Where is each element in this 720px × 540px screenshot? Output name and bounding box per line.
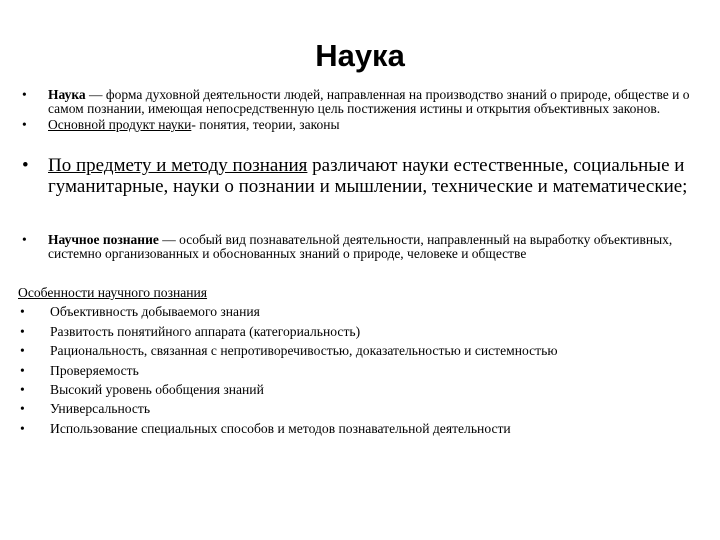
- bullet: •: [22, 155, 29, 176]
- scientific-cognition-block: [0, 233, 700, 260]
- slide-title: Наука: [315, 38, 405, 73]
- features-list: [18, 302, 718, 438]
- scientific-cognition-text: — особый вид познавательной деятельности, направленный на выработку объективных, системно организованных и обоснованных знаний о природе, человеке и обществе: [48, 232, 673, 261]
- list-item: [0, 88, 700, 115]
- feature-item: [18, 380, 718, 399]
- feature-text: Рациональность, связанная с непротиворечивостью, доказательностью и системностью: [50, 343, 558, 359]
- term-science: Наука: [48, 87, 86, 102]
- main-product-text: - понятия, теории, законы: [191, 117, 340, 133]
- feature-item: [18, 341, 718, 360]
- features-block: [18, 283, 718, 438]
- features-heading: Особенности научного познания: [18, 285, 208, 300]
- classification-text: различают науки естественные, социальные и гуманитарные, науки о познании и мышлении, технические и математические;: [48, 155, 688, 197]
- main-product-label: Основной продукт науки: [48, 117, 192, 133]
- feature-item: [18, 302, 718, 321]
- bullet: •: [20, 362, 25, 378]
- feature-text: Объективность добываемого знания: [50, 304, 260, 320]
- list-item: [0, 118, 700, 132]
- feature-item: [18, 399, 718, 418]
- feature-item: [18, 419, 718, 438]
- feature-text: Проверяемость: [50, 362, 139, 378]
- bullet: •: [20, 420, 25, 436]
- science-definition-text: — форма духовной деятельности людей, направленная на производство знаний о природе, обществе и о самом познании, имеющая непосредственную цель постижения истины и открытия объективных законов.: [48, 87, 690, 116]
- bullet: •: [20, 304, 25, 320]
- bullet: •: [22, 232, 27, 247]
- classification-label: По предмету и методу познания: [48, 155, 308, 176]
- feature-text: Использование специальных способов и методов познавательной деятельности: [50, 420, 511, 436]
- list-item: [0, 155, 700, 197]
- list-item: [0, 233, 700, 260]
- bullet: •: [20, 382, 25, 398]
- classification-block: [0, 155, 700, 197]
- feature-text: Развитость понятийного аппарата (категориальность): [50, 323, 361, 339]
- bullet: •: [20, 401, 25, 417]
- feature-item: [18, 361, 718, 380]
- term-scientific-cognition: Научное познание: [48, 232, 159, 247]
- feature-text: Высокий уровень обобщения знаний: [50, 382, 264, 398]
- bullet: •: [20, 323, 25, 339]
- bullet: •: [20, 343, 25, 359]
- feature-item: [18, 322, 718, 341]
- bullet: •: [22, 87, 27, 102]
- bullet: •: [22, 117, 27, 133]
- science-definition-block: [0, 88, 700, 132]
- feature-text: Универсальность: [50, 401, 151, 417]
